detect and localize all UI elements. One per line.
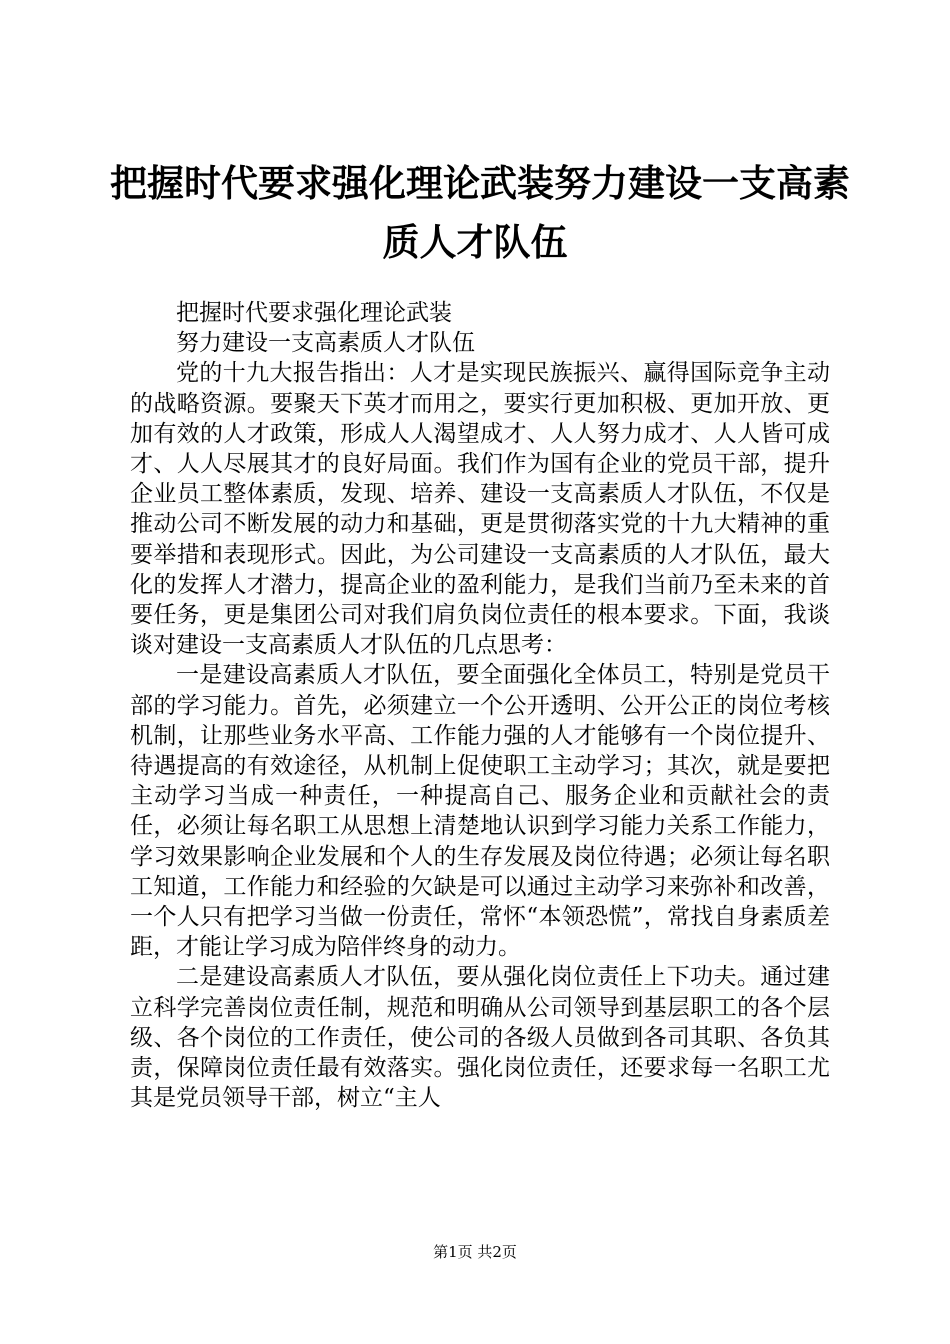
document-body [130,298,830,1113]
document-title-line-1: 把握时代要求强化理论武装努力建设一支高素 [110,161,850,205]
body-paragraph: 党的十九大报告指出：人才是实现民族振兴、赢得国际竞争主动的战略资源。要聚天下英才而用之，要实行更加积极、更加开放、更加有效的人才政策，形成人人渴望成才、人人努力成才、人人皆可成才、人人尽展其才的良好局面。我们作为国有企业的党员干部，提升企业员工整体素质，发现、培养、建设一支高素质人才队伍，不仅是推动公司不断发展的动力和基础，更是贯彻落实党的十九大精神的重要举措和表现形式。因此，为公司建设一支高素质的人才队伍，最大化的发挥人才潜力，提高企业的盈利能力，是我们当前乃至未来的首要任务，更是集团公司对我们肩负岗位责任的根本要求。下面，我谈谈对建设一支高素质人才队伍的几点思考： [130,360,830,659]
subtitle-line-1: 把握时代要求强化理论武装 [176,300,452,326]
subtitle-line-2: 努力建设一支高素质人才队伍 [176,330,475,357]
body-paragraph: 一是建设高素质人才队伍，要全面强化全体员工，特别是党员干部的学习能力。首先，必须建立一个公开透明、公开公正的岗位考核机制，让那些业务水平高、工作能力强的人才能够有一个岗位提升、待遇提高的有效途径，从机制上促使职工主动学习；其次，就是要把主动学习当成一种责任，一种提高自己、服务企业和贡献社会的责任，必须让每名职工从思想上清楚地认识到学习能力关系工作能力，学习效果影响企业发展和个人的生存发展及岗位待遇；必须让每名职工知道，工作能力和经验的欠缺是可以通过主动学习来弥补和改善，一个人只有把学习当做一份责任，常怀“本领恐慌”，常找自身素质差距，才能让学习成为陪伴终身的动力。 [130,662,830,961]
document-title-line-2: 质人才队伍 [382,220,568,264]
body-paragraph: 二是建设高素质人才队伍，要从强化岗位责任上下功夫。通过建立科学完善岗位责任制，规范和明确从公司领导到基层职工的各个层级、各个岗位的工作责任，使公司的各级人员做到各司其职、各负其责，保障岗位责任最有效落实。强化岗位责任，还要求每一名职工尤其是党员领导干部，树立“主人 [130,964,830,1112]
page-footer: 第1页 共2页 [433,1243,517,1261]
